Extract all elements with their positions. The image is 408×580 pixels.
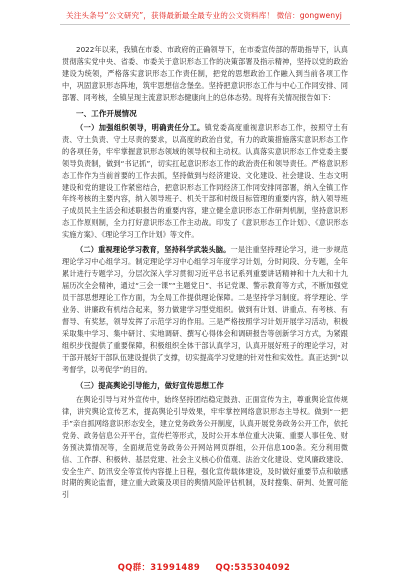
qq-number: QQ:535304092 bbox=[215, 562, 291, 572]
subsection-2-heading: （二）重视理论学习教育，坚持科学武装头脑。 bbox=[76, 245, 231, 255]
document-body bbox=[62, 44, 348, 501]
promo-banner: 关注头条号“公文研究”，获得最新最全最专业的公文资料库！ 微信：gongwenyj bbox=[66, 11, 342, 20]
contact-footer bbox=[0, 561, 408, 573]
subsection-2 bbox=[62, 244, 348, 375]
section-title-work-status: 一、工作开展情况 bbox=[76, 108, 137, 118]
header-divider bbox=[60, 24, 350, 25]
subsection-1-heading: （一）加强组织领导，明确责任分工。 bbox=[76, 122, 205, 132]
subsection-3-heading: （三）提高舆论引导能力，做好宣传思想工作 bbox=[76, 380, 224, 390]
intro-paragraph: 2022年以来，我镇在市委、市政府的正确领导下，在市委宣传部的帮助指导下，认真贯彻落实党中央、省委、市委关于意识形态工作的决策部署及指示精神，坚持以党的政治建设为统领，严格落实意识形态工作责任制，把党的思想政治工作融入到当前各项工作中，巩固意识形态阵地，筑牢思想信念堡垒。坚持把意识形态工作与中心工作同安排、同部署、同考核，全镇呈现主流意识形态健康向上的总体态势。现将有关情况报告如下： bbox=[62, 45, 348, 102]
subsection-1 bbox=[62, 122, 348, 242]
subsection-2-text: 一是注重坚持理论学习，进一步规范理论学习中心组学习。制定理论学习中心组学习年度学习计划，分时间段、分专题，全年累计进行专题学习，分层次深入学习贯彻习近平总书记系列重要讲话精神和十九大和十九届历次全会精神，通过“三会一课”“主题党日”、书记党课、警示教育等方式，不断加强党员干部思想理论工作方面，为全局工作提供理论保障。二是坚持学习制度。将学理论、学业务、讲廉政有机结合起来，努力做建学习型党组织。做到有计划、讲重点、有考核、有督导、有奖惩，领导发挥了示范学习的作用。三是严格按照学习计划开展学习活动，积极采取集中学习、集中研讨、实地调研、撰写心得体会和调研报告等创新学习方式，为紧跟组织步伐提供了重要保障，积极组织全体干部认真学习，认真开展好班子的理论学习，对干部开展好干部队伍建设提供了支撑，切实提高学习党建的针对性和实效性。真正达到“以考督学，以考促学”的目的。 bbox=[62, 245, 348, 374]
qq-group: QQ群：31991489 bbox=[117, 562, 201, 572]
subsection-1-text: 镇党委高度重视意识形态工作，按照守土有责、守土负责、守土尽责的要求，以高度的政治自觉，有力的政策措施落实意识形态工作的各项任务，牢牢掌握意识形态领域的领导权和主动权。认真落实意识形态工作党委主要领导负责制，做到“书记抓”，切实扛起意识形态工作的政治责任和领导责任。严格意识形态工作作为当前首要的工作去抓，坚持做到与经济建设、文化建设、社会建设、生态文明建设和党的建设工作紧密结合，把意识形态工作同经济工作同安排同部署，纳入全镇工作年终考核的主要内容，纳入领导班子、机关干部和村级目标管理的重要内容，纳入领导班子成员民主生活会和述职报告的重要内容，建立健全意识形态工作研判机制，坚持意识形态工作原则制，全力打好意识形态工作主动战。印发了《意识形态工作计划》、《意识形态实施方案》、《理论学习工作计划》等文件。 bbox=[62, 122, 348, 240]
subsection-3-text: 在舆论引导与对外宣传中，始终坚持团结稳定鼓劲、正面宣传为主，尊重舆论宣传规律，讲究舆论宣传艺术，提高舆论引导效果，牢牢掌控网络意识形态主导权。做到“一把手”亲自抓网络意识形态安全，建立党务政务公开制度，认真开展党务政务公开工作，依托党务、政务信息公开平台，宣传栏等形式，及时公开本单位重大决策、重要人事任免、财务预决算情况等，全面规范党务政务公开网站网页群组，公开信息100条。充分利用微信、工作群、积极转、基层党建、社会主义核心价值观、法治文化建设、党风廉政建设、安全生产、防汛安全等宣传内容提上日程，强化宣传载体建设，及时做好重要节点和敏感时期的舆论监督，建立重大政策及项目的舆情风险评估机制，及时搜集、研判、处置可能引 bbox=[62, 394, 348, 500]
